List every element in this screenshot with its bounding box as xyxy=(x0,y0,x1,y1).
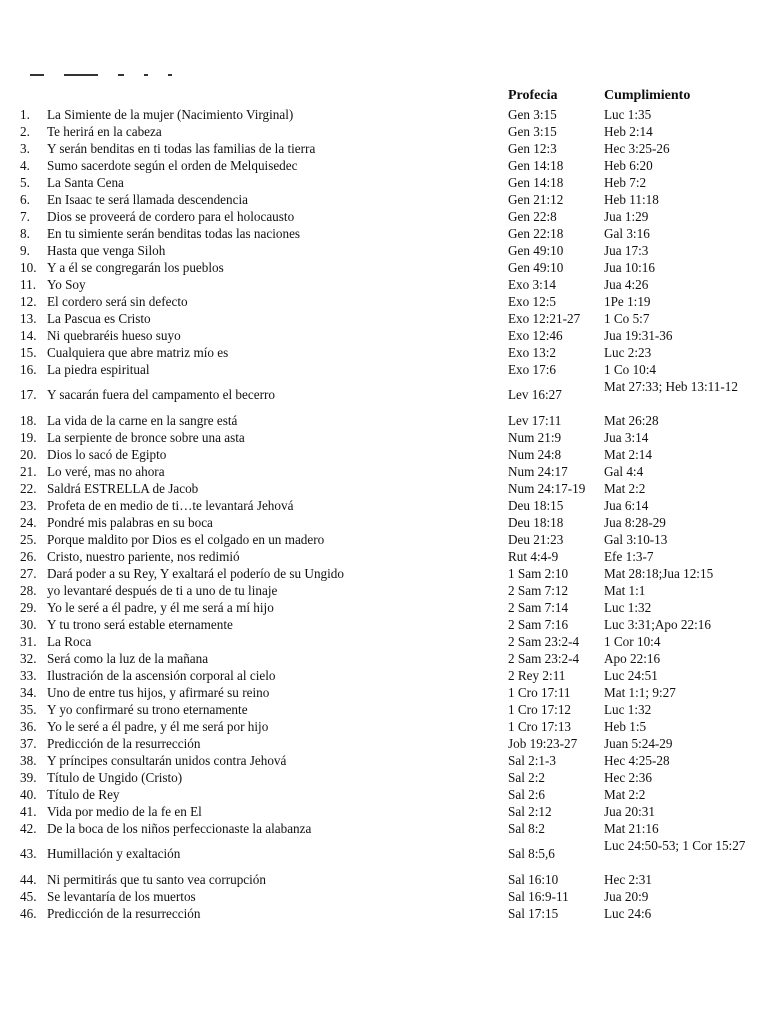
profecia-reference: Gen 49:10 xyxy=(508,260,564,275)
profecia-reference: Gen 49:10 xyxy=(508,243,564,258)
row-number: 16. xyxy=(20,362,37,377)
profecia-reference: Gen 22:8 xyxy=(508,209,557,224)
profecia-reference: Sal 16:9-11 xyxy=(508,889,569,904)
cumplimiento-reference: Hec 2:31 xyxy=(604,872,652,887)
row-number: 7. xyxy=(20,209,30,224)
prophecy-title: La Roca xyxy=(47,634,92,649)
table-row xyxy=(0,888,768,905)
prophecy-title: Saldrá ESTRELLA de Jacob xyxy=(47,481,199,496)
cumplimiento-reference: Jua 4:26 xyxy=(604,277,649,292)
prophecy-title: Lo veré, mas no ahora xyxy=(47,464,165,479)
profecia-reference: Rut 4:4-9 xyxy=(508,549,559,564)
row-number: 8. xyxy=(20,226,30,241)
table-row xyxy=(0,259,768,276)
profecia-reference: Deu 18:15 xyxy=(508,498,564,513)
cumplimiento-reference: Luc 24:51 xyxy=(604,668,658,683)
row-number: 33. xyxy=(20,668,37,683)
profecia-reference: Gen 21:12 xyxy=(508,192,564,207)
profecia-reference: Lev 16:27 xyxy=(508,387,562,402)
prophecy-title: La vida de la carne en la sangre está xyxy=(47,413,238,428)
prophecy-title: Cualquiera que abre matriz mío es xyxy=(47,345,229,360)
table-row xyxy=(0,140,768,157)
profecia-reference: Num 24:17-19 xyxy=(508,481,586,496)
cumplimiento-reference: 1 Cor 10:4 xyxy=(604,634,661,649)
prophecy-title: Dios lo sacó de Egipto xyxy=(47,447,167,462)
cumplimiento-reference: Jua 19:31-36 xyxy=(604,328,673,343)
row-number: 38. xyxy=(20,753,37,768)
prophecy-title: yo levantaré después de ti a uno de tu linaje xyxy=(47,583,278,598)
profecia-reference: Gen 12:3 xyxy=(508,141,557,156)
profecia-reference: 2 Sam 23:2-4 xyxy=(508,651,580,666)
table-row xyxy=(0,616,768,633)
prophecy-title: Ni permitirás que tu santo vea corrupción xyxy=(47,872,266,887)
profecia-reference: 2 Sam 7:16 xyxy=(508,617,569,632)
profecia-reference: Sal 8:2 xyxy=(508,821,545,836)
row-number: 44. xyxy=(20,872,37,887)
cumplimiento-reference: Jua 10:16 xyxy=(604,260,655,275)
table-row xyxy=(0,871,768,888)
row-number: 42. xyxy=(20,821,37,836)
row-number: 45. xyxy=(20,889,37,904)
column-header-profecia: Profecia xyxy=(508,88,558,103)
table-row xyxy=(0,276,768,293)
profecia-reference: Gen 14:18 xyxy=(508,158,564,173)
profecia-reference: Sal 2:2 xyxy=(508,770,545,785)
prophecy-title: Vida por medio de la fe en El xyxy=(47,804,202,819)
row-number: 19. xyxy=(20,430,37,445)
prophecy-title: Dará poder a su Rey, Y exaltará el poderío de su Ungido xyxy=(47,566,344,581)
table-row xyxy=(0,837,768,871)
table-row xyxy=(0,344,768,361)
prophecy-title: Y yo confirmaré su trono eternamente xyxy=(47,702,248,717)
cumplimiento-reference: Juan 5:24-29 xyxy=(604,736,673,751)
profecia-reference: Exo 3:14 xyxy=(508,277,556,292)
row-number: 6. xyxy=(20,192,30,207)
table-row xyxy=(0,446,768,463)
cumplimiento-reference: 1 Co 5:7 xyxy=(604,311,650,326)
profecia-reference: Sal 8:5,6 xyxy=(508,846,555,861)
table-row xyxy=(0,157,768,174)
row-number: 46. xyxy=(20,906,37,921)
row-number: 34. xyxy=(20,685,37,700)
prophecy-title: Y serán benditas en ti todas las familias de la tierra xyxy=(47,141,316,156)
cumplimiento-reference: Jua 8:28-29 xyxy=(604,515,666,530)
table-row xyxy=(0,633,768,650)
cumplimiento-reference: Heb 1:5 xyxy=(604,719,647,734)
prophecy-title: Humillación y exaltación xyxy=(47,846,181,861)
row-number: 18. xyxy=(20,413,37,428)
cumplimiento-reference: Mat 2:2 xyxy=(604,481,646,496)
row-number: 22. xyxy=(20,481,37,496)
profecia-reference: Deu 18:18 xyxy=(508,515,564,530)
profecia-reference: 1 Cro 17:11 xyxy=(508,685,571,700)
table-row xyxy=(0,548,768,565)
row-number: 1. xyxy=(20,107,30,122)
cumplimiento-reference: Hec 3:25-26 xyxy=(604,141,670,156)
row-number: 39. xyxy=(20,770,37,785)
prophecy-title: Yo Soy xyxy=(47,277,86,292)
cumplimiento-reference: 1Pe 1:19 xyxy=(604,294,651,309)
cumplimiento-reference: Mat 1:1; 9:27 xyxy=(604,685,676,700)
prophecy-title: Ni quebraréis hueso suyo xyxy=(47,328,181,343)
prophecy-title: La Santa Cena xyxy=(47,175,124,190)
profecia-reference: 1 Sam 2:10 xyxy=(508,566,569,581)
profecia-reference: Gen 3:15 xyxy=(508,124,557,139)
profecia-reference: Sal 17:15 xyxy=(508,906,559,921)
cumplimiento-reference: Mat 2:14 xyxy=(604,447,652,462)
cumplimiento-reference: Mat 26:28 xyxy=(604,413,659,428)
table-header xyxy=(0,88,768,106)
cumplimiento-reference: Jua 17:3 xyxy=(604,243,649,258)
row-number: 11. xyxy=(20,277,36,292)
profecia-reference: 2 Sam 7:14 xyxy=(508,600,569,615)
prophecy-title: Y tu trono será estable eternamente xyxy=(47,617,233,632)
row-number: 32. xyxy=(20,651,37,666)
profecia-reference: Sal 16:10 xyxy=(508,872,559,887)
prophecy-title: Título de Ungido (Cristo) xyxy=(47,770,183,785)
profecia-reference: Sal 2:6 xyxy=(508,787,545,802)
prophecy-title: La piedra espiritual xyxy=(47,362,150,377)
table-row xyxy=(0,497,768,514)
table-row xyxy=(0,174,768,191)
profecia-reference: Num 24:8 xyxy=(508,447,562,462)
cumplimiento-reference: Hec 2:36 xyxy=(604,770,652,785)
prophecy-title: Profeta de en medio de ti…te levantará Jehová xyxy=(47,498,294,513)
prophecy-title: De la boca de los niños perfeccionaste la alabanza xyxy=(47,821,312,836)
cumplimiento-reference: Heb 7:2 xyxy=(604,175,647,190)
table-row xyxy=(0,769,768,786)
prophecy-title: Ilustración de la ascensión corporal al cielo xyxy=(47,668,276,683)
row-number: 43. xyxy=(20,846,37,861)
cumplimiento-reference: Luc 1:32 xyxy=(604,600,652,615)
profecia-reference: 2 Sam 23:2-4 xyxy=(508,634,580,649)
prophecy-table xyxy=(0,106,768,922)
cumplimiento-reference: Jua 20:31 xyxy=(604,804,655,819)
profecia-reference: Gen 14:18 xyxy=(508,175,564,190)
row-number: 23. xyxy=(20,498,37,513)
prophecy-title: Hasta que venga Siloh xyxy=(47,243,166,258)
row-number: 2. xyxy=(20,124,30,139)
cumplimiento-reference: Heb 6:20 xyxy=(604,158,653,173)
column-header-cumplimiento: Cumplimiento xyxy=(604,88,691,103)
row-number: 4. xyxy=(20,158,30,173)
table-row xyxy=(0,310,768,327)
prophecy-title: Y príncipes consultarán unidos contra Jehová xyxy=(47,753,287,768)
prophecy-title: Será como la luz de la mañana xyxy=(47,651,209,666)
row-number: 13. xyxy=(20,311,37,326)
table-row xyxy=(0,905,768,922)
prophecy-title: En Isaac te será llamada descendencia xyxy=(47,192,248,207)
prophecy-title: Uno de entre tus hijos, y afirmaré su reino xyxy=(47,685,270,700)
profecia-reference: Exo 13:2 xyxy=(508,345,556,360)
table-row xyxy=(0,820,768,837)
cumplimiento-reference: Apo 22:16 xyxy=(604,651,661,666)
header-scan-marks xyxy=(30,66,220,76)
row-number: 40. xyxy=(20,787,37,802)
prophecy-title: La Pascua es Cristo xyxy=(47,311,151,326)
cumplimiento-reference: Jua 3:14 xyxy=(604,430,649,445)
table-row xyxy=(0,208,768,225)
profecia-reference: Sal 2:12 xyxy=(508,804,552,819)
cumplimiento-reference: Hec 4:25-28 xyxy=(604,753,670,768)
row-number: 41. xyxy=(20,804,37,819)
prophecy-title: En tu simiente serán benditas todas las naciones xyxy=(47,226,301,241)
cumplimiento-reference: Mat 28:18;Jua 12:15 xyxy=(604,566,714,581)
table-row xyxy=(0,412,768,429)
table-row xyxy=(0,752,768,769)
cumplimiento-reference: Luc 24:6 xyxy=(604,906,652,921)
table-row xyxy=(0,582,768,599)
prophecy-title: Y a él se congregarán los pueblos xyxy=(47,260,224,275)
cumplimiento-reference: Luc 3:31;Apo 22:16 xyxy=(604,617,711,632)
cumplimiento-reference: Luc 1:32 xyxy=(604,702,652,717)
table-row xyxy=(0,191,768,208)
profecia-reference: Exo 12:21-27 xyxy=(508,311,581,326)
profecia-reference: Job 19:23-27 xyxy=(508,736,578,751)
table-row xyxy=(0,514,768,531)
row-number: 20. xyxy=(20,447,37,462)
row-number: 30. xyxy=(20,617,37,632)
cumplimiento-reference: Jua 20:9 xyxy=(604,889,649,904)
prophecy-title: Sumo sacerdote según el orden de Melquisedec xyxy=(47,158,298,173)
row-number: 3. xyxy=(20,141,30,156)
table-row xyxy=(0,225,768,242)
table-row xyxy=(0,667,768,684)
table-row xyxy=(0,599,768,616)
table-row xyxy=(0,684,768,701)
table-row xyxy=(0,378,768,412)
profecia-reference: Exo 12:46 xyxy=(508,328,563,343)
profecia-reference: Exo 17:6 xyxy=(508,362,556,377)
profecia-reference: Sal 2:1-3 xyxy=(508,753,556,768)
profecia-reference: Gen 3:15 xyxy=(508,107,557,122)
row-number: 24. xyxy=(20,515,37,530)
profecia-reference: 2 Sam 7:12 xyxy=(508,583,569,598)
table-row xyxy=(0,650,768,667)
profecia-reference: Deu 21:23 xyxy=(508,532,564,547)
table-row xyxy=(0,480,768,497)
cumplimiento-reference: Luc 24:50-53; 1 Cor 15:27 xyxy=(604,838,746,853)
cumplimiento-reference: Efe 1:3-7 xyxy=(604,549,654,564)
table-row xyxy=(0,463,768,480)
cumplimiento-reference: Mat 2:2 xyxy=(604,787,646,802)
profecia-reference: Num 24:17 xyxy=(508,464,568,479)
prophecy-title: El cordero será sin defecto xyxy=(47,294,188,309)
profecia-reference: Gen 22:18 xyxy=(508,226,564,241)
row-number: 28. xyxy=(20,583,37,598)
table-row xyxy=(0,531,768,548)
prophecy-title: Yo le seré a él padre, y él me será por hijo xyxy=(47,719,269,734)
prophecy-title: La Simiente de la mujer (Nacimiento Virginal) xyxy=(47,107,294,122)
table-row xyxy=(0,361,768,378)
cumplimiento-reference: Jua 1:29 xyxy=(604,209,649,224)
row-number: 9. xyxy=(20,243,30,258)
cumplimiento-reference: Jua 6:14 xyxy=(604,498,649,513)
table-row xyxy=(0,565,768,582)
table-row xyxy=(0,429,768,446)
prophecy-title: Cristo, nuestro pariente, nos redimió xyxy=(47,549,240,564)
cumplimiento-reference: Gal 3:16 xyxy=(604,226,650,241)
prophecy-title: Porque maldito por Dios es el colgado en un madero xyxy=(47,532,325,547)
prophecy-title: Se levantaría de los muertos xyxy=(47,889,196,904)
prophecy-title: La serpiente de bronce sobre una asta xyxy=(47,430,245,445)
table-row xyxy=(0,701,768,718)
cumplimiento-reference: Mat 1:1 xyxy=(604,583,646,598)
profecia-reference: Lev 17:11 xyxy=(508,413,562,428)
prophecy-title: Te herirá en la cabeza xyxy=(47,124,162,139)
table-row xyxy=(0,242,768,259)
table-row xyxy=(0,735,768,752)
row-number: 5. xyxy=(20,175,30,190)
table-row xyxy=(0,123,768,140)
cumplimiento-reference: Gal 4:4 xyxy=(604,464,644,479)
prophecy-title: Título de Rey xyxy=(47,787,120,802)
prophecy-title: Dios se proveerá de cordero para el holocausto xyxy=(47,209,295,224)
cumplimiento-reference: Mat 21:16 xyxy=(604,821,659,836)
profecia-reference: 1 Cro 17:13 xyxy=(508,719,572,734)
row-number: 36. xyxy=(20,719,37,734)
table-row xyxy=(0,327,768,344)
prophecy-title: Pondré mis palabras en su boca xyxy=(47,515,213,530)
table-row xyxy=(0,293,768,310)
row-number: 27. xyxy=(20,566,37,581)
cumplimiento-reference: Gal 3:10-13 xyxy=(604,532,668,547)
table-row xyxy=(0,803,768,820)
table-row xyxy=(0,718,768,735)
row-number: 35. xyxy=(20,702,37,717)
prophecy-title: Yo le seré a él padre, y él me será a mí hijo xyxy=(47,600,274,615)
table-row xyxy=(0,786,768,803)
cumplimiento-reference: Heb 2:14 xyxy=(604,124,653,139)
cumplimiento-reference: 1 Co 10:4 xyxy=(604,362,657,377)
row-number: 17. xyxy=(20,387,37,402)
row-number: 12. xyxy=(20,294,37,309)
prophecy-title: Y sacarán fuera del campamento el becerro xyxy=(47,387,275,402)
row-number: 37. xyxy=(20,736,37,751)
cumplimiento-reference: Luc 1:35 xyxy=(604,107,652,122)
row-number: 31. xyxy=(20,634,37,649)
prophecy-title: Predicción de la resurrección xyxy=(47,736,201,751)
cumplimiento-reference: Luc 2:23 xyxy=(604,345,652,360)
row-number: 29. xyxy=(20,600,37,615)
row-number: 15. xyxy=(20,345,37,360)
row-number: 26. xyxy=(20,549,37,564)
cumplimiento-reference: Mat 27:33; Heb 13:11-12 xyxy=(604,379,738,394)
row-number: 21. xyxy=(20,464,37,479)
profecia-reference: Exo 12:5 xyxy=(508,294,556,309)
row-number: 10. xyxy=(20,260,37,275)
profecia-reference: 1 Cro 17:12 xyxy=(508,702,572,717)
row-number: 14. xyxy=(20,328,37,343)
row-number: 25. xyxy=(20,532,37,547)
profecia-reference: Num 21:9 xyxy=(508,430,562,445)
prophecy-title: Predicción de la resurrección xyxy=(47,906,201,921)
cumplimiento-reference: Heb 11:18 xyxy=(604,192,659,207)
table-row xyxy=(0,106,768,123)
profecia-reference: 2 Rey 2:11 xyxy=(508,668,566,683)
